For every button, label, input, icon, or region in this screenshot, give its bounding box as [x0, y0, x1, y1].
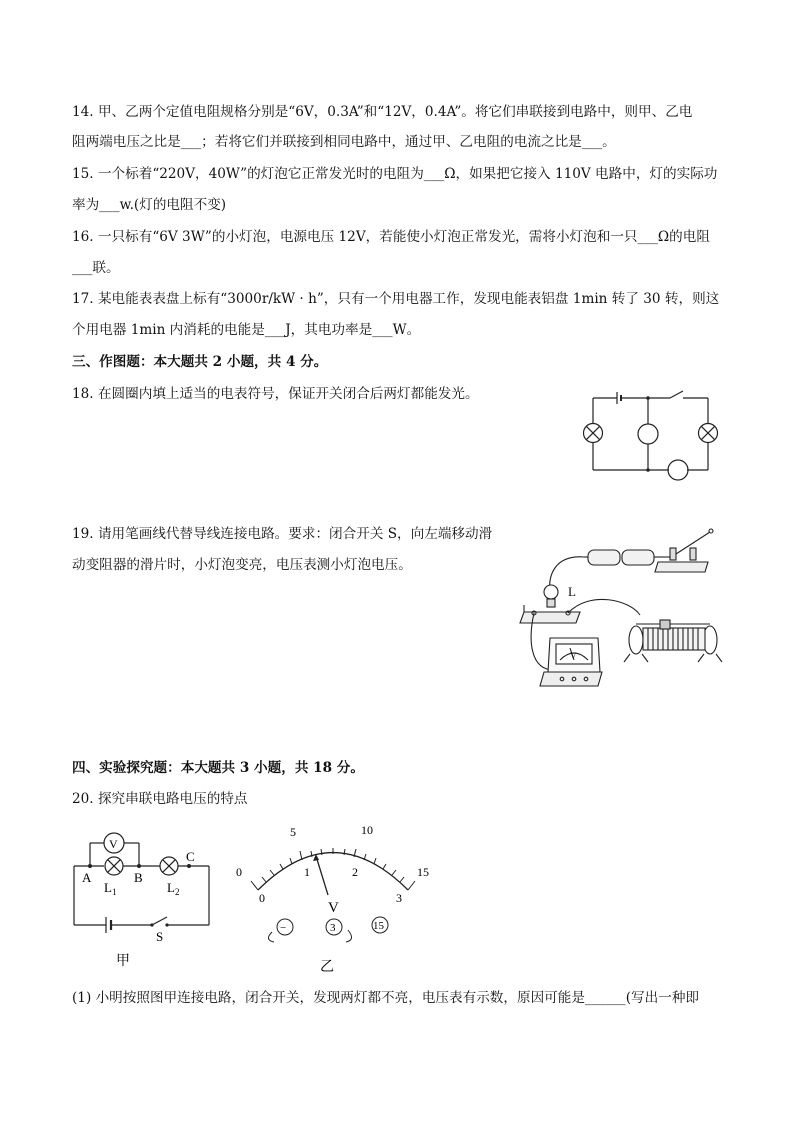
q14-line1: 14. 甲、乙两个定值电阻规格分别是“6V，0.3A”和“12V，0.4A”。将它们串联接到电路中，则甲、乙电: [72, 104, 693, 120]
voltmeter-symbol: V: [109, 837, 118, 851]
lamp-label: L: [568, 584, 576, 599]
lower-tick-0: 0: [259, 891, 265, 905]
q18-text: 18. 在圆圈内填上适当的电表符号，保证开关闭合后两灯都能发光。: [72, 386, 479, 402]
upper-tick-15: 15: [417, 865, 429, 879]
circuit-components-19: [510, 520, 735, 695]
terminal-3: 3: [330, 922, 336, 934]
point-c-label: C: [186, 849, 195, 864]
circuit-diagram-20-jia: [64, 828, 224, 973]
section3-heading: 三、作图题：本大题共 2 小题，共 4 分。: [72, 354, 328, 370]
q16-line1: 16. 一只标有“6V 3W”的小灯泡，电源电压 12V，若能使小灯泡正常发光，需将小灯泡和一只___Ω的电阻: [72, 229, 710, 245]
upper-tick-5: 5: [290, 825, 296, 839]
voltmeter-label: V: [570, 651, 577, 661]
q20-sub1: (1) 小明按照图甲连接电路，闭合开关，发现两灯都不亮，电压表有示数，原因可能是______(写出一种即: [72, 990, 700, 1006]
q17-line1: 17. 某电能表表盘上标有“3000r/kW · h”，只有一个用电器工作，发现电能表铝盘 1min 转了 30 转，则这: [72, 291, 720, 307]
q15-line1: 15. 一个标着“220V，40W”的灯泡它正常发光时的电阻为___Ω，如果把它接入 110V 电路中，灯的实际功: [72, 166, 718, 182]
lower-tick-1: 1: [304, 865, 310, 879]
circuit-diagram-18: [575, 385, 725, 485]
q16-line2: ___联。: [72, 260, 120, 276]
q20-title: 20. 探究串联电路电压的特点: [72, 791, 248, 807]
q19-line2: 动变阻器的滑片时，小灯泡变亮，电压表测小灯泡电压。: [72, 557, 412, 573]
voltmeter-icon: [540, 638, 602, 686]
q19-line1: 19. 请用笔画线代替导线连接电路。要求：闭合开关 S，向左端移动滑: [72, 526, 493, 542]
point-a-label: A: [82, 870, 92, 885]
lower-tick-3: 3: [396, 891, 402, 905]
switch-label: S: [156, 929, 164, 944]
switch-icon: [655, 529, 713, 572]
lamp-l2-label: $L_2$: [167, 880, 180, 897]
q15-line2: 率为___w.(灯的电阻不变): [72, 197, 227, 213]
q14-line2: 阻两端电压之比是___；若将它们并联接到相同电路中，通过甲、乙电阻的电流之比是___。: [72, 134, 616, 150]
battery-icon: [584, 550, 658, 565]
unit-label: V: [328, 900, 339, 916]
lamp-l1-label: $L_1$: [104, 880, 117, 897]
voltmeter-dial-20-yi: [228, 820, 438, 980]
lower-tick-2: 2: [352, 865, 358, 879]
figure-jia-caption: 甲: [116, 954, 130, 969]
q17-line2: 个用电器 1min 内消耗的电能是___J，其电功率是___W。: [72, 322, 421, 338]
figure-yi-caption: 乙: [320, 960, 334, 975]
upper-tick-0: 0: [236, 865, 242, 879]
point-b-label: B: [134, 870, 143, 885]
terminal-negative: −: [280, 922, 287, 934]
section4-heading: 四、实验探究题：本大题共 3 小题，共 18 分。: [72, 760, 364, 776]
upper-tick-10: 10: [361, 823, 373, 837]
rheostat-icon: [624, 620, 722, 662]
terminal-15: 15: [373, 920, 384, 932]
